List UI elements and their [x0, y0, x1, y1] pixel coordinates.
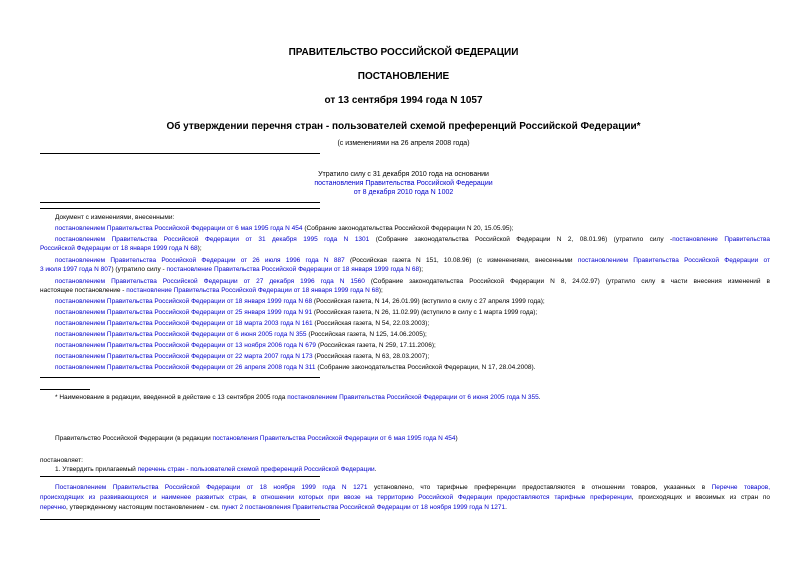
- list-item: постановлением Правительства Российской Федерации от 6 июня 2005 года N 355 (Российская газета, N 125, 14.06.2005);: [55, 331, 427, 338]
- amended-note: (с изменениями на 26 апреля 2008 года): [337, 140, 470, 147]
- divider: [40, 153, 320, 154]
- list-item: постановлением Правительства Российской Федерации от 6 мая 1995 года N 454 (Собрание законодательства Российской Федерации N 20, 15.05.95);: [55, 225, 514, 232]
- footnote-divider: [40, 389, 90, 390]
- list-item-cont: 3 июля 1997 года N 807) (утратило силу - постановление Правительства Российской Федерации от 18 января 1999 года N 68);: [40, 266, 424, 273]
- divider: [40, 202, 320, 203]
- expired-link-2[interactable]: от 8 декабря 2010 года N 1002: [353, 189, 454, 196]
- expired-notice: Утратило силу с 31 декабря 2010 года на основании: [318, 171, 489, 178]
- list-item: постановлением Правительства Российской Федерации от 27 декабря 1996 года N 1560 (Собрание законодательства Российской Федерации N 8, 24.02.97) (утратило силу в части внесения изменений в: [55, 278, 770, 285]
- list-item: постановлением Правительства Российской Федерации от 26 июля 1996 года N 887 (Российская газета N 151, 10.08.96) (с изменениями, внесенными постановлением Правительства Российской Федерации от: [55, 257, 770, 264]
- divider: [40, 476, 320, 477]
- document-type: ПОСТАНОВЛЕНИЕ: [357, 71, 450, 82]
- preamble: Правительство Российской Федерации (в редакции постановления Правительства Российской Федерации от 6 мая 1995 года N 454): [55, 435, 458, 442]
- document-title: Об утверждении перечня стран - пользователей схемой преференций Российской Федерации*: [166, 121, 641, 132]
- divider: [40, 519, 320, 520]
- footnote: * Наименование в редакции, введенной в действие с 13 сентября 2005 года постановлением Правительства Российской Федерации от 6 июня 2005 года N 355.: [55, 394, 541, 401]
- expired-link-1[interactable]: постановления Правительства Российской Федерации: [314, 180, 493, 187]
- point-1: 1. Утвердить прилагаемый перечень стран - пользователей схемой преференций Российской Федерации.: [55, 466, 377, 473]
- note-paragraph-cont: перечню, утвержденному настоящим постановлением - см. пункт 2 постановления Правительства Российской Федерации от 18 ноября 1999 года N 1271.: [40, 504, 507, 511]
- divider: [40, 208, 320, 209]
- list-item: постановлением Правительства Российской Федерации от 18 марта 2003 года N 161 (Российская газета, N 54, 22.03.2003);: [55, 320, 430, 327]
- note-paragraph: Постановлением Правительства Российской Федерации от 18 ноября 1999 года N 1271 установлено, что тарифные преференции предоставляются в отношении товаров, указанных в Перечне товаров,: [55, 484, 770, 491]
- document-date: от 13 сентября 1994 года N 1057: [324, 95, 483, 106]
- list-item-cont: Российской Федерации от 18 января 1999 года N 68);: [40, 245, 202, 252]
- list-item: постановлением Правительства Российской Федерации от 26 апреля 2008 года N 311 (Собрание законодательства Российской Федерации, N 17, 28.04.2008).: [55, 364, 536, 371]
- list-item: постановлением Правительства Российской Федерации от 18 января 1999 года N 68 (Российская газета, N 14, 26.01.99) (вступило в силу с 27 апреля 1999 года);: [55, 298, 545, 305]
- list-item: постановлением Правительства Российской Федерации от 25 января 1999 года N 91 (Российская газета, N 26, 11.02.99) (вступило в силу с 1 марта 1999 года);: [55, 309, 538, 316]
- list-item: постановлением Правительства Российской Федерации от 22 марта 2007 года N 173 (Российская газета, N 63, 28.03.2007);: [55, 353, 430, 360]
- list-item-cont: настоящее постановление - постановление Правительства Российской Федерации от 18 января 1999 года N 68);: [40, 287, 383, 294]
- list-item: постановлением Правительства Российской Федерации от 13 ноября 2006 года N 679 (Российская газета, N 259, 17.11.2006);: [55, 342, 436, 349]
- divider: [40, 377, 320, 378]
- changes-intro: Документ с изменениями, внесенными:: [55, 214, 175, 221]
- list-item: постановлением Правительства Российской Федерации от 31 декабря 1995 года N 1301 (Собрание законодательства Российской Федерации N 2, 08.01.96) (утратило силу -постановление Правительства: [55, 236, 771, 243]
- government-name: ПРАВИТЕЛЬСТВО РОССИЙСКОЙ ФЕДЕРАЦИИ: [288, 47, 519, 58]
- note-paragraph-cont: происходящих из развивающихся и наименее развитых стран, в отношении которых при ввозе на территорию Российской Федерации предоставляются тарифные преференции, происходящих и ввозимых из стран по: [40, 494, 770, 501]
- decides-label: постановляет:: [40, 457, 83, 464]
